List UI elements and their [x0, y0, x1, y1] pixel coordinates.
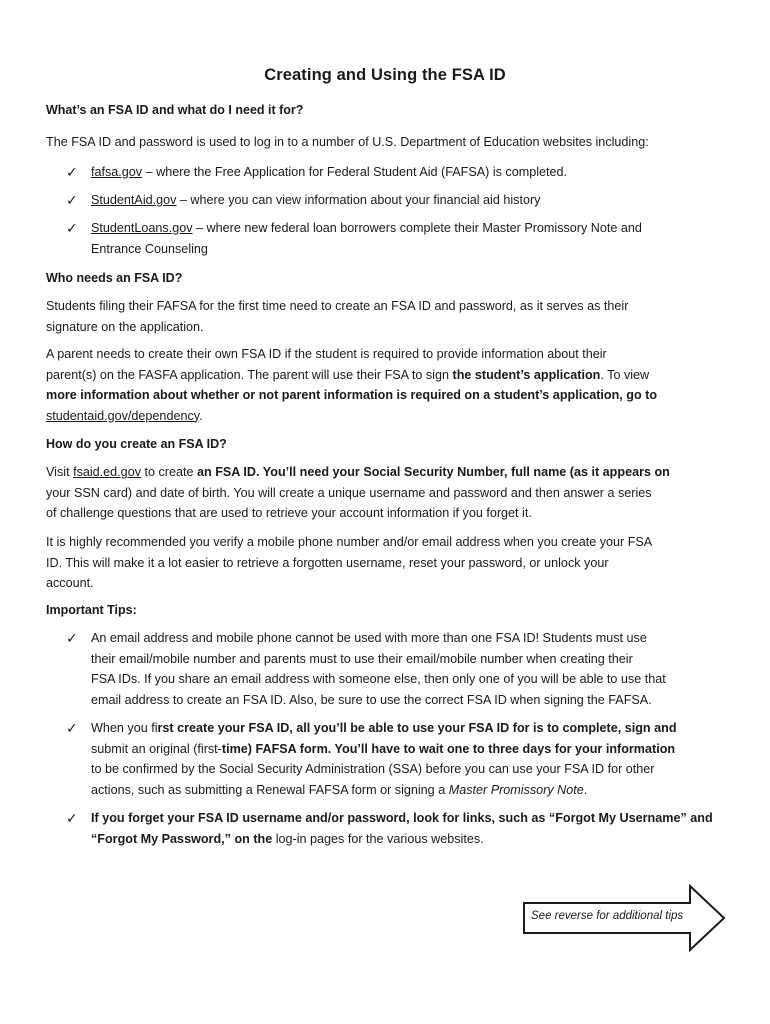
checkmark-icon: ✓ — [66, 192, 78, 208]
section3-paragraph-1: Visit fsaid.ed.gov to create an FSA ID. You’ll need your Social Security Number, full name (as it appears on your SSN card) and date of birth. You will create a unique username and password and then answer a series of challenge questions that are used to retrieve your account information if you forget it. — [46, 465, 670, 520]
section-heading-what: What’s an FSA ID and what do I need it for? — [46, 103, 304, 117]
list-item: ✓ An email address and mobile phone cannot be used with more than one FSA ID! Students must use their email/mobile number and parents must to use their email/mobile number when creating their FSA IDs. If you share an email address with someone else, then only one of you will be able to use that email address to create an FSA ID. Also, be sure to use the correct FSA ID when signing the FAFSA. — [66, 630, 666, 707]
list-item: ✓ StudentAid.gov – where you can view information about your financial aid history — [66, 190, 722, 211]
page-title: Creating and Using the FSA ID — [264, 66, 506, 84]
link-dependency[interactable]: studentaid.gov/dependency — [46, 408, 200, 423]
list-item: ✓ StudentLoans.gov – where new federal loan borrowers complete their Master Promissory Note and Entrance Counseling — [66, 220, 642, 256]
checkmark-icon: ✓ — [66, 810, 78, 826]
checkmark-icon: ✓ — [66, 164, 78, 180]
section-heading-tips: Important Tips: — [46, 603, 137, 617]
list-item: ✓ fafsa.gov – where the Free Application for Federal Student Aid (FAFSA) is completed. — [66, 162, 722, 183]
checkmark-icon: ✓ — [66, 630, 78, 646]
section1-intro: The FSA ID and password is used to log in to a number of U.S. Department of Education websites including: — [46, 135, 649, 149]
checkmark-icon: ✓ — [66, 720, 78, 736]
section-heading-who: Who needs an FSA ID? — [46, 271, 183, 285]
section-heading-how: How do you create an FSA ID? — [46, 437, 227, 451]
see-reverse-note: See reverse for additional tips — [531, 910, 684, 922]
section2-paragraph-1: Students filing their FAFSA for the first time need to create an FSA ID and password, as it serves as their signature on the application. — [46, 299, 629, 334]
link-fsaid[interactable]: fsaid.ed.gov — [73, 465, 141, 479]
checkmark-icon: ✓ — [66, 220, 78, 236]
section3-paragraph-2: It is highly recommended you verify a mobile phone number and/or email address when you create your FSA ID. This will make it a lot easier to retrieve a forgotten username, reset your password, or unlock your account. — [46, 535, 653, 590]
list-item: ✓ If you forget your FSA ID username and/or password, look for links, such as “Forgot My Username” and “Forgot My Password,” on the log-in pages for the various websites. — [66, 810, 713, 846]
link-studentaid[interactable]: StudentAid.gov — [91, 193, 177, 207]
link-fafsa[interactable]: fafsa.gov — [91, 165, 143, 179]
section2-paragraph-2: A parent needs to create their own FSA ID if the student is required to provide information about their parent(s) on the FASFA application. The parent will use their FSA to sign the student’s application. To view more information about whether or not parent information is required on a student’s application, go to studentaid.gov/dependency. — [46, 347, 658, 423]
list-item: ✓ When you first create your FSA ID, all you’ll be able to use your FSA ID for is to complete, sign and submit an original (first-time) FAFSA form. You’ll have to wait one to three days for your information to be confirmed by the Social Security Administration (SSA) before you can use your FSA ID for other actions, such as submitting a Renewal FAFSA form or signing a Master Promissory Note. — [66, 720, 677, 797]
link-studentloans[interactable]: StudentLoans.gov — [91, 221, 193, 235]
